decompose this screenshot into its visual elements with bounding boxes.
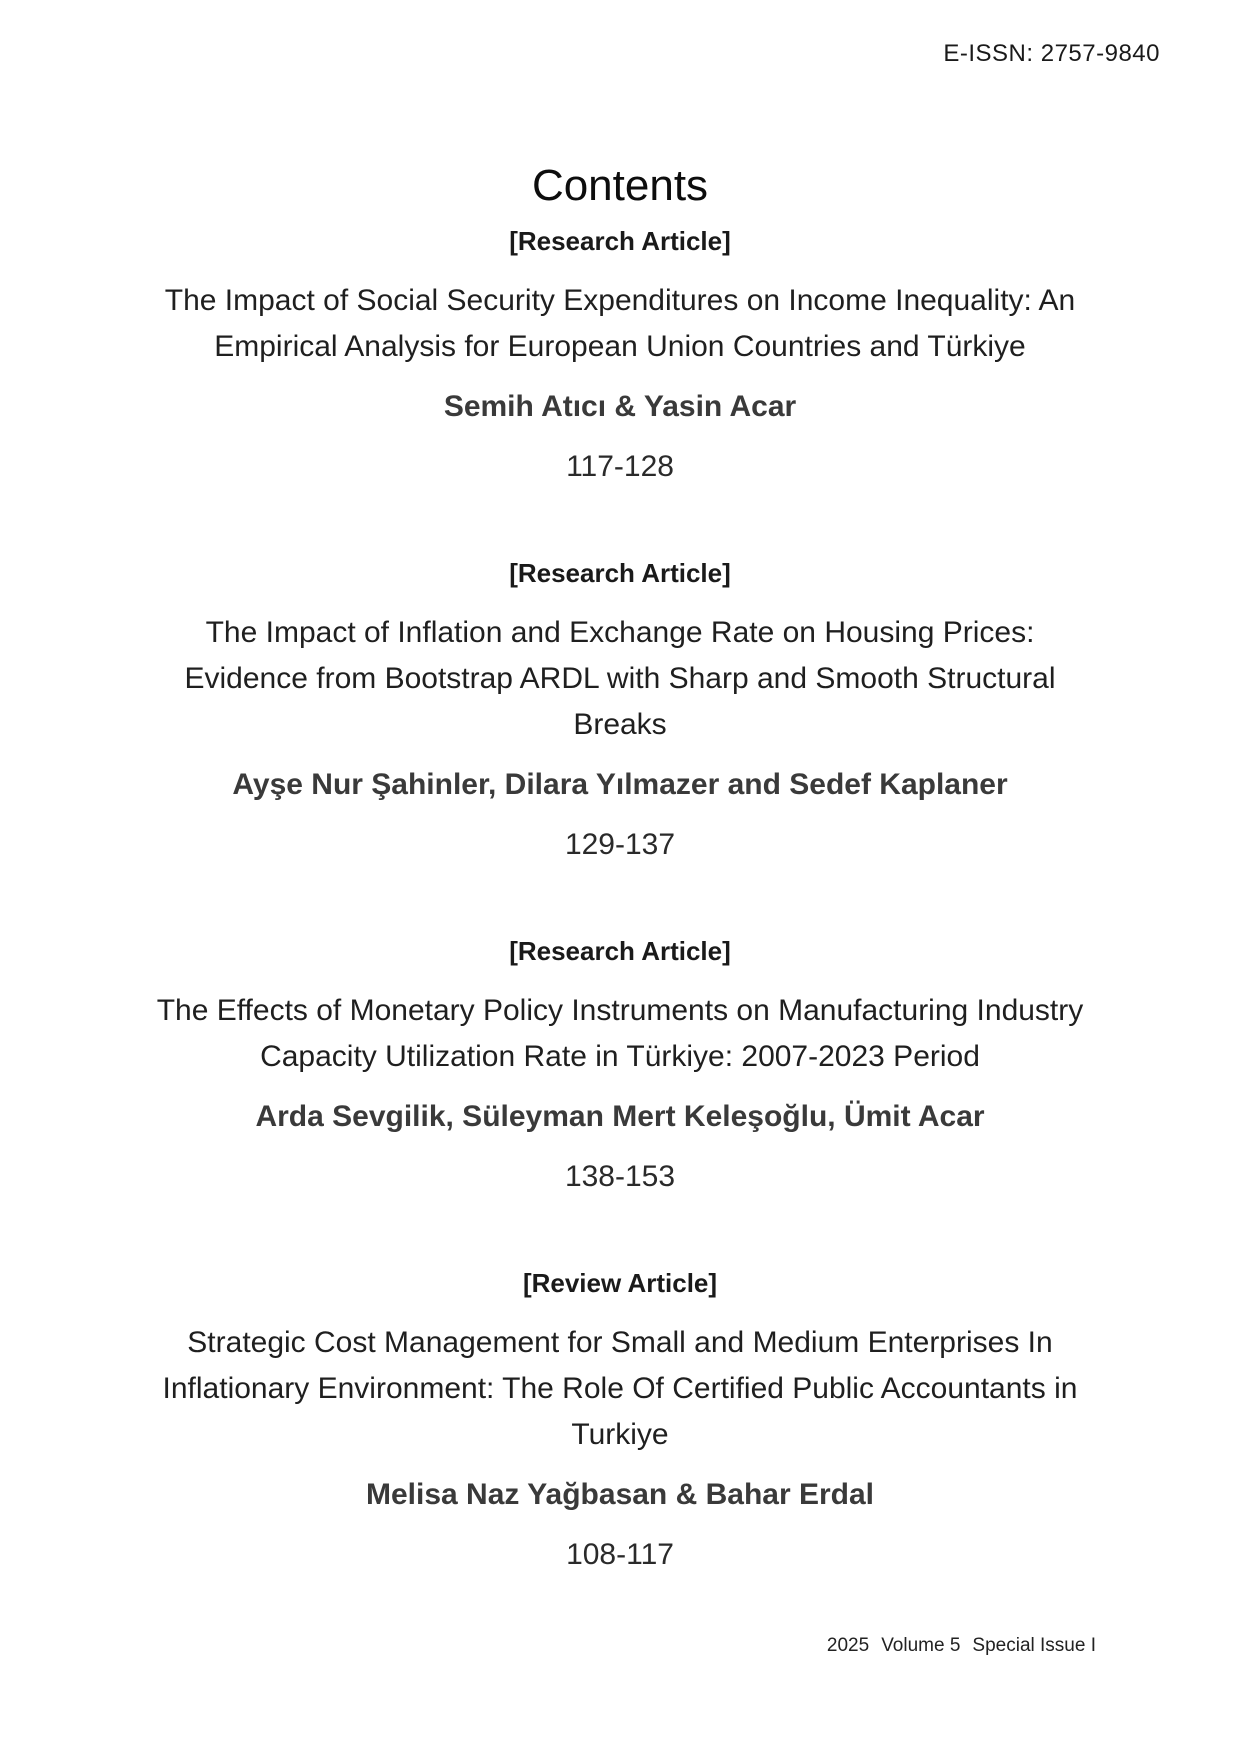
issn-label: E-ISSN: 2757-9840 — [943, 40, 1160, 67]
article-title[interactable]: The Impact of Social Security Expenditures on Income Inequality: An Empirical Analysis for European Union Countries and Türkiye — [164, 284, 1076, 363]
article-authors: Ayşe Nur Şahinler, Dilara Yılmazer and Sedef Kaplaner — [232, 768, 1008, 801]
footer-issue: Special Issue I — [972, 1635, 1096, 1656]
contents-list — [150, 226, 1090, 1646]
article-pages: 129-137 — [564, 828, 676, 861]
issue-footer — [827, 1635, 1096, 1657]
article-type: [Research Article] — [509, 558, 731, 588]
article-authors: Melisa Naz Yağbasan & Bahar Erdal — [366, 1478, 874, 1511]
article-title[interactable]: The Impact of Inflation and Exchange Rate on Housing Prices: Evidence from Bootstrap ARDL with Sharp and Smooth Structural Breaks — [184, 616, 1056, 741]
article-type: [Research Article] — [509, 226, 731, 256]
article-title[interactable]: The Effects of Monetary Policy Instruments on Manufacturing Industry Capacity Utilization Rate in Türkiye: 2007-2023 Period — [156, 994, 1084, 1073]
footer-volume: Volume 5 — [881, 1635, 961, 1656]
article-entry — [150, 226, 1090, 490]
article-authors: Arda Sevgilik, Süleyman Mert Keleşoğlu, Ümit Acar — [255, 1100, 985, 1133]
article-entry — [150, 1268, 1090, 1578]
article-title[interactable]: Strategic Cost Management for Small and Medium Enterprises In Inflationary Environment: The Role Of Certified Public Accountants in Turkiye — [162, 1326, 1078, 1451]
article-pages: 138-153 — [564, 1160, 676, 1193]
article-entry — [150, 558, 1090, 868]
article-pages: 117-128 — [566, 450, 674, 483]
article-type: [Research Article] — [509, 936, 731, 966]
article-entry — [150, 936, 1090, 1200]
page-title: Contents — [531, 161, 709, 211]
article-pages: 108-117 — [566, 1538, 674, 1571]
article-authors: Semih Atıcı & Yasin Acar — [443, 390, 797, 423]
footer-year: 2025 — [826, 1635, 870, 1656]
article-type: [Review Article] — [522, 1268, 718, 1298]
